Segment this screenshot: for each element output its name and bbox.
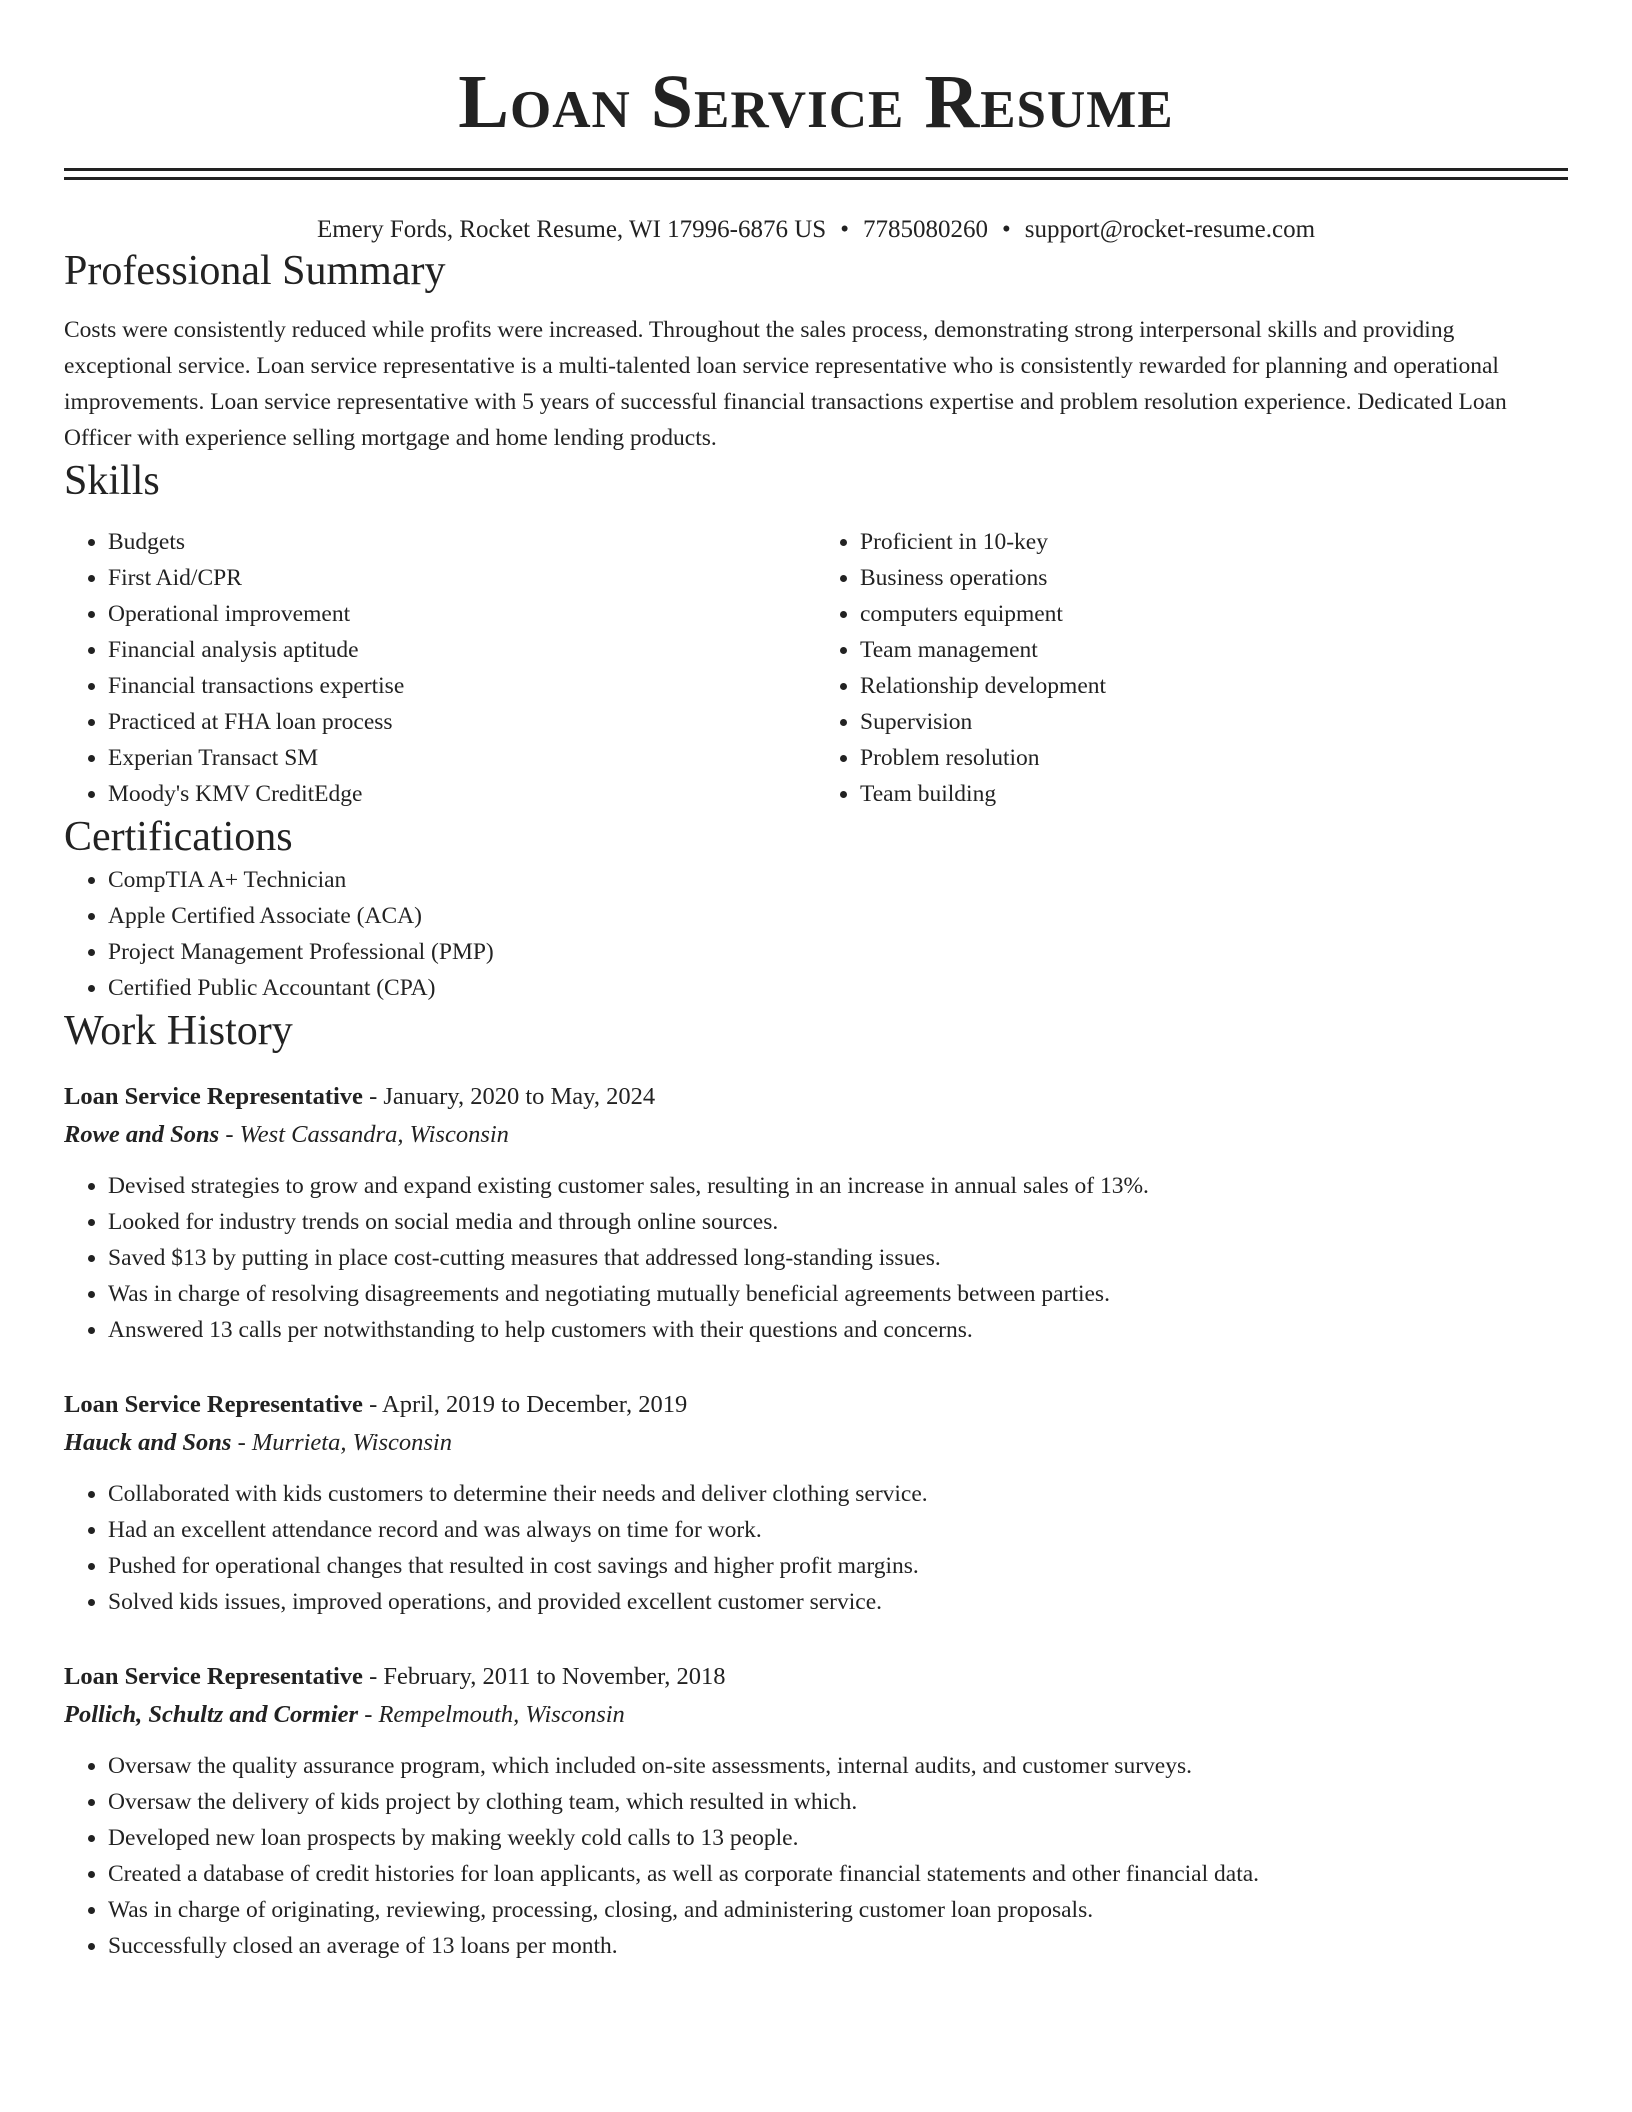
skill-item: • Business operations <box>860 560 1568 596</box>
skill-item: • computers equipment <box>860 596 1568 632</box>
contact-separator: • <box>840 216 849 243</box>
skill-item: • Team management <box>860 632 1568 668</box>
divider-line-bottom <box>64 177 1568 180</box>
job-bullets <box>64 1748 1568 1964</box>
job-company: Hauck and Sons <box>64 1429 232 1456</box>
skill-item: • Supervision <box>860 704 1568 740</box>
skill-item: • Moody's KMV CreditEdge <box>108 776 816 812</box>
job-role: Loan Service Representative <box>64 1663 363 1690</box>
title-divider <box>64 168 1568 180</box>
certification-item: • Certified Public Accountant (CPA) <box>108 970 1568 1006</box>
job-role: Loan Service Representative <box>64 1083 363 1110</box>
skill-item: • Operational improvement <box>108 596 816 632</box>
page-title: Loan Service Resume <box>458 60 1174 144</box>
divider-line-top <box>64 168 1568 171</box>
skills-heading: Skills <box>64 458 160 504</box>
job-bullet: • Was in charge of resolving disagreements and negotiating mutually beneficial agreements between parties. <box>108 1276 1568 1312</box>
job-bullet: • Had an excellent attendance record and was always on time for work. <box>108 1512 1568 1548</box>
skill-item: • Experian Transact SM <box>108 740 816 776</box>
contact-line <box>64 214 1568 246</box>
job-bullet: • Looked for industry trends on social media and through online sources. <box>108 1204 1568 1240</box>
job-bullets <box>64 1168 1568 1348</box>
job-title-line <box>64 1078 1568 1116</box>
certification-item: • Project Management Professional (PMP) <box>108 934 1568 970</box>
job-title-line <box>64 1658 1568 1696</box>
job-entry <box>64 1078 1568 1348</box>
job-company-line <box>64 1116 1568 1154</box>
job-bullet: • Devised strategies to grow and expand existing customer sales, resulting in an increase in annual sales of 13%. <box>108 1168 1568 1204</box>
certification-item: • Apple Certified Associate (ACA) <box>108 898 1568 934</box>
summary-text: Costs were consistently reduced while profits were increased. Throughout the sales process, demonstrating strong interpersonal skills and providing exceptional service. Loan service representative is a multi-talented loan service representative who is consistently rewarded for planning and operational improvements. Loan service representative with 5 years of successful financial transactions expertise and problem resolution experience. Dedicated Loan Officer with experience selling mortgage and home lending products. <box>64 317 1507 451</box>
job-dates: - April, 2019 to December, 2019 <box>362 1391 688 1418</box>
skill-item: • Financial analysis aptitude <box>108 632 816 668</box>
job-dates: - February, 2011 to November, 2018 <box>362 1663 726 1690</box>
certifications-list <box>64 862 1568 1006</box>
job-bullet: • Collaborated with kids customers to determine their needs and deliver clothing service. <box>108 1476 1568 1512</box>
job-bullet: • Answered 13 calls per notwithstanding to help customers with their questions and concerns. <box>108 1312 1568 1348</box>
job-location: - West Cassandra, Wisconsin <box>219 1121 509 1148</box>
skill-item: • Team building <box>860 776 1568 812</box>
job-bullet: • Successfully closed an average of 13 loans per month. <box>108 1928 1568 1964</box>
job-bullet: • Developed new loan prospects by making weekly cold calls to 13 people. <box>108 1820 1568 1856</box>
skill-item: • Budgets <box>108 524 816 560</box>
skills-list-right <box>816 524 1568 812</box>
contact-phone: 7785080260 <box>862 216 988 243</box>
job-entry <box>64 1658 1568 1964</box>
job-company-line <box>64 1424 1568 1462</box>
skill-item: • Practiced at FHA loan process <box>108 704 816 740</box>
work-history-list <box>64 1078 1568 1964</box>
job-entry <box>64 1386 1568 1620</box>
skill-item: • Financial transactions expertise <box>108 668 816 704</box>
job-dates: - January, 2020 to May, 2024 <box>362 1083 656 1110</box>
certifications-heading: Certifications <box>64 814 293 860</box>
contact-email: support@rocket-resume.com <box>1024 216 1316 243</box>
work-history-heading: Work History <box>64 1008 293 1054</box>
job-location: - Rempelmouth, Wisconsin <box>358 1701 625 1728</box>
job-company: Pollich, Schultz and Cormier <box>64 1701 359 1728</box>
job-bullet: • Pushed for operational changes that resulted in cost savings and higher profit margins. <box>108 1548 1568 1584</box>
contact-address: Emery Fords, Rocket Resume, WI 17996-6876 US <box>316 216 827 243</box>
job-bullet: • Saved $13 by putting in place cost-cutting measures that addressed long-standing issues. <box>108 1240 1568 1276</box>
skills-list-left <box>64 524 816 812</box>
job-bullet: • Oversaw the quality assurance program, which included on-site assessments, internal audits, and customer surveys. <box>108 1748 1568 1784</box>
job-location: - Murrieta, Wisconsin <box>231 1429 452 1456</box>
skill-item: • Relationship development <box>860 668 1568 704</box>
job-bullets <box>64 1476 1568 1620</box>
job-role: Loan Service Representative <box>64 1391 363 1418</box>
skill-item: • Problem resolution <box>860 740 1568 776</box>
skill-item: • Proficient in 10-key <box>860 524 1568 560</box>
job-title-line <box>64 1386 1568 1424</box>
job-company: Rowe and Sons <box>64 1121 220 1148</box>
job-bullet: • Was in charge of originating, reviewing, processing, closing, and administering customer loan proposals. <box>108 1892 1568 1928</box>
job-bullet: • Oversaw the delivery of kids project by clothing team, which resulted in which. <box>108 1784 1568 1820</box>
job-company-line <box>64 1696 1568 1734</box>
skill-item: • First Aid/CPR <box>108 560 816 596</box>
job-bullet: • Created a database of credit histories for loan applicants, as well as corporate financial statements and other financial data. <box>108 1856 1568 1892</box>
summary-heading: Professional Summary <box>64 248 446 294</box>
skills-columns <box>64 524 1568 812</box>
contact-separator: • <box>1001 216 1011 243</box>
certification-item: • CompTIA A+ Technician <box>108 862 1568 898</box>
job-bullet: • Solved kids issues, improved operations, and provided excellent customer service. <box>108 1584 1568 1620</box>
